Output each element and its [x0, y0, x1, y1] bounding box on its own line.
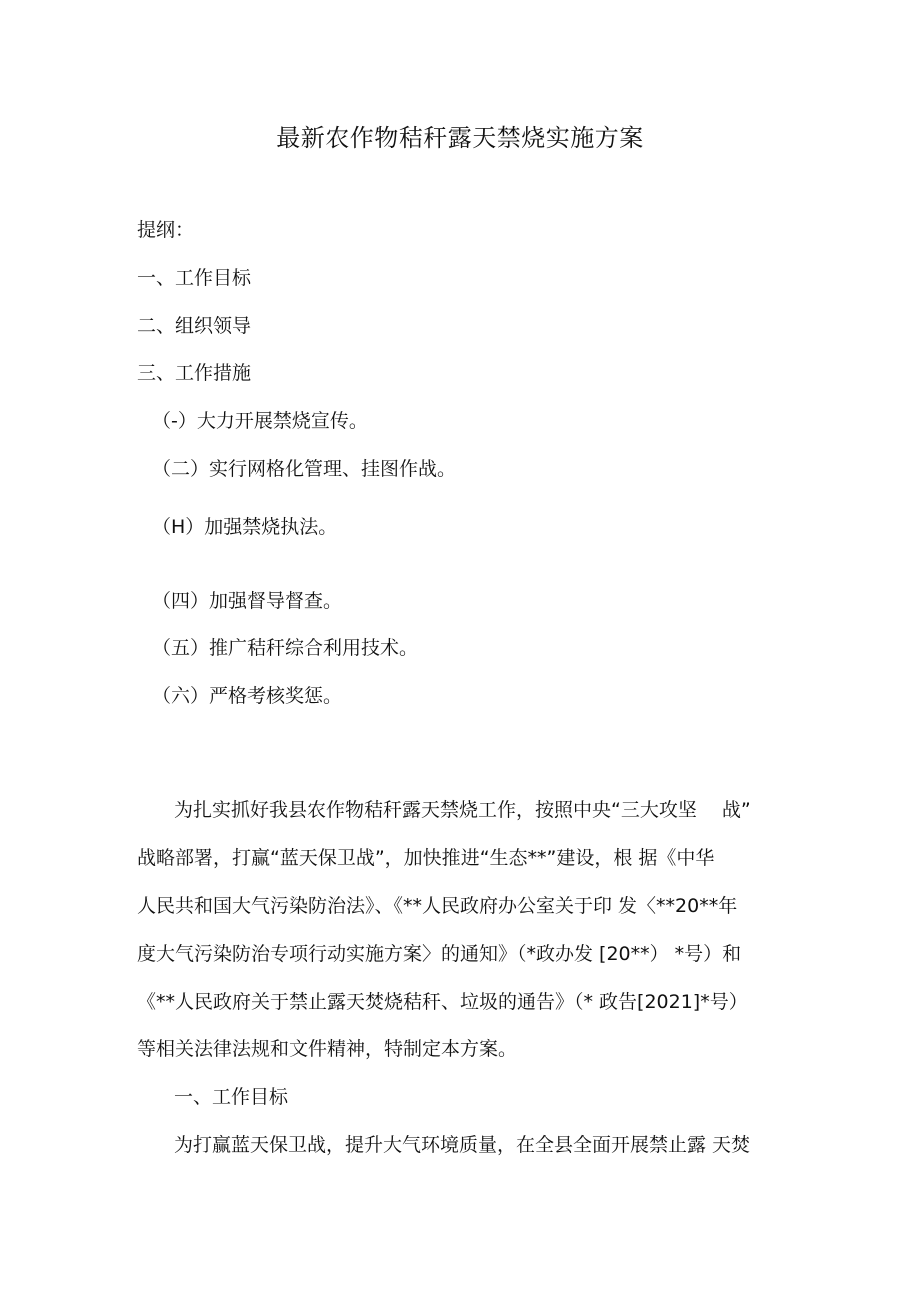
- section-heading: 一、工作目标: [174, 1086, 289, 1108]
- measure-item-enforcement: （H）加强禁烧执法。: [152, 516, 338, 538]
- section-body-line: 为打赢蓝天保卫战，提升大气环境质量，在全县全面开展禁止露 天焚: [174, 1134, 751, 1156]
- paragraph-line: 度大气污染防治专项行动实施方案〉的通知》（*政办发 [20**） *号）和: [137, 943, 742, 965]
- measure-item-supervision: （四）加强督导督查。: [152, 590, 343, 612]
- outline-label: 提纲：: [137, 219, 195, 241]
- measure-item-utilization: （五）推广秸秆综合利用技术。: [152, 637, 419, 659]
- document-title: 最新农作物秸秆露天禁烧实施方案: [276, 124, 644, 152]
- outline-item-goals: 一、工作目标: [137, 267, 252, 289]
- paragraph-line: 战略部署，打赢“蓝天保卫战”，加快推进“生态**”建设，根 据《中华: [137, 847, 715, 869]
- outline-item-measures: 三、工作措施: [137, 362, 252, 384]
- paragraph-line: 人民共和国大气污染防治法》、《**人民政府办公室关于印 发〈**20**年: [137, 895, 738, 917]
- measure-item-grid-management: （二）实行网格化管理、挂图作战。: [152, 458, 457, 480]
- measure-item-publicity: （-）大力开展禁烧宣传。: [152, 410, 368, 432]
- outline-item-organization: 二、组织领导: [137, 315, 252, 337]
- paragraph-line: 为扎实抓好我县农作物秸秆露天禁烧工作，按照中央“三大攻坚 战”: [174, 799, 751, 821]
- paragraph-line: 等相关法律法规和文件精神，特制定本方案。: [137, 1038, 518, 1060]
- paragraph-line: 《**人民政府关于禁止露天焚烧秸秆、垃圾的通告》（* 政告[2021]*号）: [137, 991, 748, 1013]
- measure-item-assessment: （六）严格考核奖惩。: [152, 685, 343, 707]
